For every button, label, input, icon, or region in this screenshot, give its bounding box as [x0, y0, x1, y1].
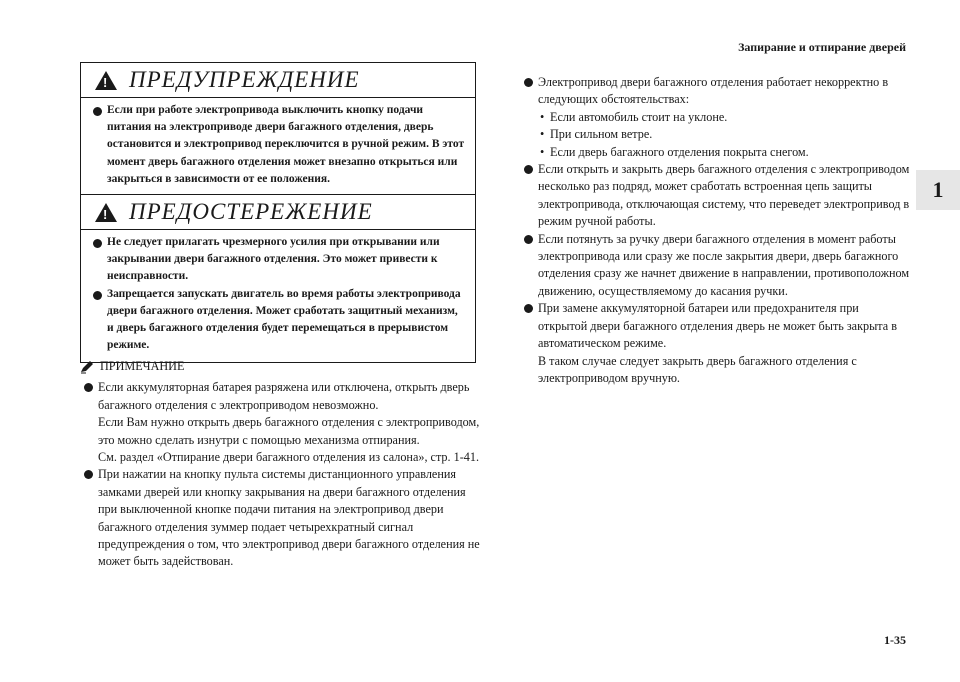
warning-header [81, 63, 475, 98]
caution-box [80, 194, 476, 363]
note-item-extra: Если Вам нужно открыть дверь багажного отделения с электроприводом, это можно сделать изнутри с помощью механизма отпирания. [98, 415, 480, 447]
warning-triangle-icon [95, 71, 117, 90]
bullet-icon [93, 239, 102, 248]
caution-item-text: Запрещается запускать двигатель во время работы электропривода двери багажного отделения. Может сработать защитный механизм, и дверь багажного отделения будет перемещаться в прерывистом режиме. [107, 287, 461, 352]
note-title: ПРИМЕЧАНИЕ [100, 359, 185, 373]
sub-item [538, 144, 910, 161]
warning-list [89, 102, 467, 188]
right-item [520, 74, 910, 161]
note-list [80, 379, 480, 570]
sub-item-text: При сильном ветре. [550, 127, 653, 142]
right-list [520, 74, 910, 387]
caution-title: ПРЕДОСТЕРЕЖЕНИЕ [129, 199, 373, 224]
bullet-icon [524, 78, 533, 87]
warning-title: ПРЕДУПРЕЖДЕНИЕ [129, 67, 360, 92]
note-item [80, 379, 480, 466]
bullet-icon [84, 383, 93, 392]
caution-list [89, 234, 467, 354]
page-number: 1-35 [884, 633, 906, 647]
bullet-icon [524, 304, 533, 313]
right-item-text: При замене аккумуляторной батареи или предохранителя при открытой двери багажного отделения дверь не может быть закрыта в автоматическом режиме. [538, 301, 897, 351]
sub-item [538, 126, 910, 143]
bullet-icon [84, 470, 93, 479]
bullet-icon [524, 165, 533, 174]
warning-box [80, 62, 476, 197]
caution-header [81, 195, 475, 230]
note-item [80, 466, 480, 570]
note-pen-icon [80, 360, 94, 374]
warning-item [89, 102, 467, 188]
sub-bullet-icon: • [540, 144, 545, 159]
right-item-text: Если потянуть за ручку двери багажного отделения в момент работы электропривода или сразу же после закрытия двери, дверь багажного отделения сразу же начнет движение в направлении, противоположном движению, осуществляемому до касания ручки. [538, 231, 910, 298]
bullet-icon [524, 235, 533, 244]
caution-triangle-icon [95, 203, 117, 222]
right-item [520, 161, 910, 231]
sub-item-text: Если дверь багажного отделения покрыта снегом. [550, 144, 809, 159]
sub-bullet-icon: • [540, 127, 545, 142]
bullet-icon [93, 291, 102, 300]
caution-item-text: Не следует прилагать чрезмерного усилия при открывании или закрывании двери багажного отделения. Это может привести к неисправности. [107, 236, 440, 283]
right-item [520, 300, 910, 387]
note-item-text: При нажатии на кнопку пульта системы дистанционного управления замками дверей или кнопку закрывания на двери багажного отделения при выключенной кнопке подачи питания на электропривод двери багажного отделения зуммер подает четырехкратный сигнал предупреждения о том, что электропривод двери багажного отделения не может быть задействован. [98, 467, 480, 569]
page-header-title: Запирание и отпирание дверей [738, 40, 906, 54]
sub-item [538, 109, 910, 126]
note-item-text: Если аккумуляторная батарея разряжена или отключена, открыть дверь багажного отделения с электроприводом невозможно. [98, 380, 470, 412]
note-section [80, 358, 480, 571]
caution-item [89, 234, 467, 286]
warning-item-text: Если при работе электропривода выключить кнопку подачи питания на электроприводе двери багажного отделения, дверь остановится и электропривод переключится в ручной режим. В этот момент дверь багажного отделения может внезапно открыться или закрыться в зависимости от ее положения. [107, 104, 465, 185]
bullet-icon [93, 107, 102, 116]
sub-item-text: Если автомобиль стоит на уклоне. [550, 109, 728, 124]
right-item [520, 231, 910, 301]
caution-item [89, 286, 467, 355]
right-column [520, 74, 910, 387]
right-item-extra: В таком случае следует закрыть дверь багажного отделения с электроприводом вручную. [538, 353, 857, 385]
note-header [80, 358, 480, 375]
sub-bullet-icon: • [540, 109, 545, 124]
note-item-extra: См. раздел «Отпирание двери багажного отделения из салона», стр. 1-41. [98, 450, 479, 465]
right-item-text: Электропривод двери багажного отделения работает некорректно в следующих обстоятельствах: [538, 75, 889, 107]
right-item-text: Если открыть и закрыть дверь багажного отделения с электроприводом несколько раз подряд, может сработать встроенная цепь защиты электропривода, отключающая систему, что переведет электропривод в режим ручной работы. [538, 162, 910, 229]
chapter-tab: 1 [916, 170, 960, 210]
